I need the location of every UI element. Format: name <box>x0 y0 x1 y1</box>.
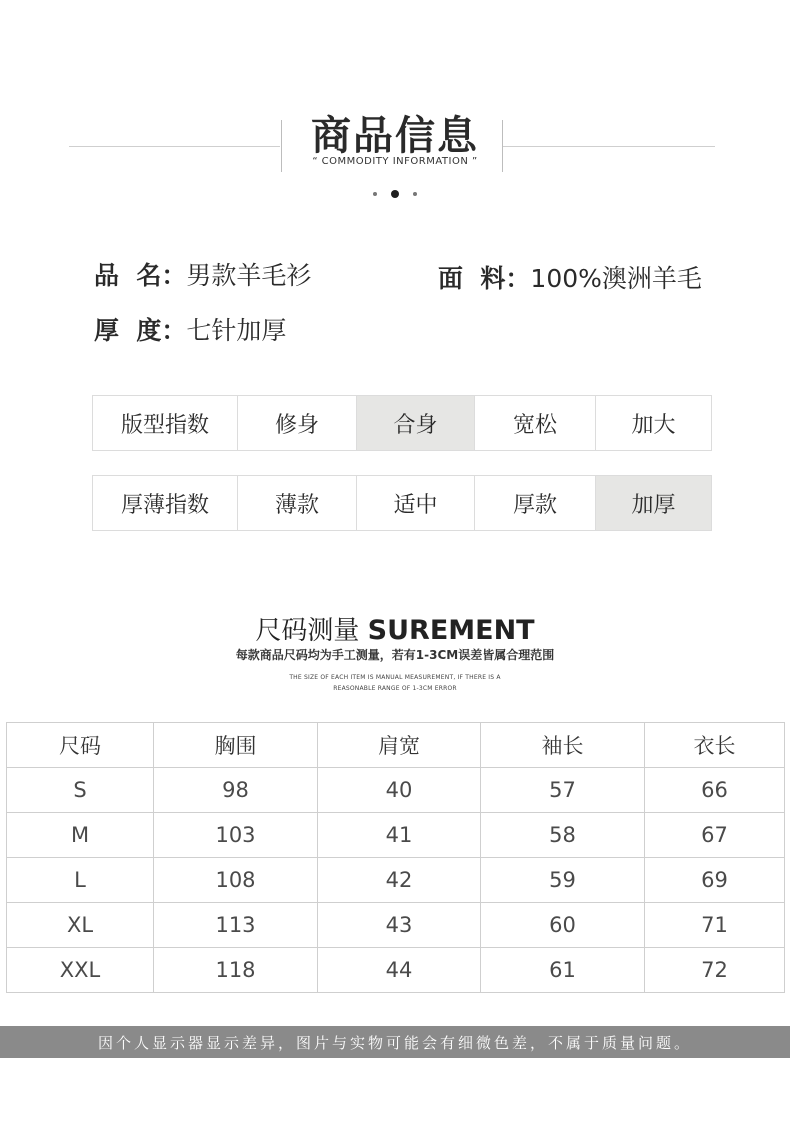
table-row <box>7 858 785 903</box>
page-subtitle: “ COMMODITY INFORMATION ” <box>312 156 478 167</box>
size-table <box>6 722 785 993</box>
cell-size: XXL <box>7 948 154 993</box>
cell-size: XL <box>7 903 154 948</box>
size-table-header-row <box>7 723 785 768</box>
page-title: 商品信息 <box>311 113 479 159</box>
cell-shoulder: 42 <box>318 858 481 903</box>
info-name-label: 品 名： <box>94 261 187 290</box>
info-name <box>94 256 311 292</box>
cell-length: 67 <box>645 813 785 858</box>
cell-length: 66 <box>645 768 785 813</box>
size-section-title <box>0 610 790 647</box>
fit-option-slim: 修身 <box>237 396 356 450</box>
table-row <box>7 948 785 993</box>
thickness-index-table <box>92 475 712 531</box>
cell-sleeve: 60 <box>481 903 645 948</box>
thickness-option-extra-thick: 加厚 <box>595 476 711 530</box>
thickness-option-thin: 薄款 <box>237 476 356 530</box>
info-thickness <box>94 311 286 347</box>
cell-length: 71 <box>645 903 785 948</box>
fit-option-oversize: 加大 <box>595 396 711 450</box>
info-thickness-label: 厚 度： <box>94 316 187 345</box>
table-row <box>7 813 785 858</box>
cell-chest: 103 <box>154 813 318 858</box>
pager-dot <box>373 192 377 196</box>
size-note-en-line2: REASONABLE RANGE OF 1-3CM ERROR <box>333 685 457 692</box>
table-row <box>7 768 785 813</box>
fit-option-regular: 合身 <box>356 396 474 450</box>
fit-index-table <box>92 395 712 451</box>
header-shoulder: 肩宽 <box>318 723 481 768</box>
thickness-option-medium: 适中 <box>356 476 474 530</box>
size-note-cn: 每款商品尺码均为手工测量，若有1-3CM误差皆属合理范围 <box>235 648 555 662</box>
info-material-value: 100%澳洲羊毛 <box>530 264 702 293</box>
cell-chest: 113 <box>154 903 318 948</box>
header-size: 尺码 <box>7 723 154 768</box>
cell-shoulder: 41 <box>318 813 481 858</box>
fit-index-label: 版型指数 <box>120 412 209 438</box>
footer-disclaimer: 因个人显示器显示差异，图片与实物可能会有细微色差，不属于质量问题。 <box>0 1026 790 1058</box>
pager-dots <box>0 183 790 202</box>
cell-sleeve: 61 <box>481 948 645 993</box>
fit-option-loose: 宽松 <box>474 396 595 450</box>
cell-length: 69 <box>645 858 785 903</box>
cell-chest: 108 <box>154 858 318 903</box>
cell-shoulder: 43 <box>318 903 481 948</box>
cell-sleeve: 57 <box>481 768 645 813</box>
cell-shoulder: 44 <box>318 948 481 993</box>
pager-dot <box>413 192 417 196</box>
size-title-en: SUREMENT <box>367 615 535 646</box>
header-chest: 胸围 <box>154 723 318 768</box>
size-title-cn: 尺码测量 <box>255 616 360 646</box>
cell-sleeve: 59 <box>481 858 645 903</box>
header-sleeve: 袖长 <box>481 723 645 768</box>
info-material <box>438 259 702 295</box>
cell-shoulder: 40 <box>318 768 481 813</box>
cell-sleeve: 58 <box>481 813 645 858</box>
thickness-option-thick: 厚款 <box>474 476 595 530</box>
cell-size: M <box>7 813 154 858</box>
info-material-label: 面 料： <box>438 264 531 293</box>
header-length: 衣长 <box>645 723 785 768</box>
cell-length: 72 <box>645 948 785 993</box>
cell-chest: 118 <box>154 948 318 993</box>
cell-size: S <box>7 768 154 813</box>
table-row <box>7 903 785 948</box>
thickness-index-label: 厚薄指数 <box>120 492 209 518</box>
cell-chest: 98 <box>154 768 318 813</box>
info-name-value: 男款羊毛衫 <box>186 261 312 290</box>
size-note-en-line1: THE SIZE OF EACH ITEM IS MANUAL MEASUREMENT, IF THERE IS A <box>289 674 501 681</box>
pager-dot-active <box>391 190 399 198</box>
cell-size: L <box>7 858 154 903</box>
info-thickness-value: 七针加厚 <box>186 316 287 345</box>
